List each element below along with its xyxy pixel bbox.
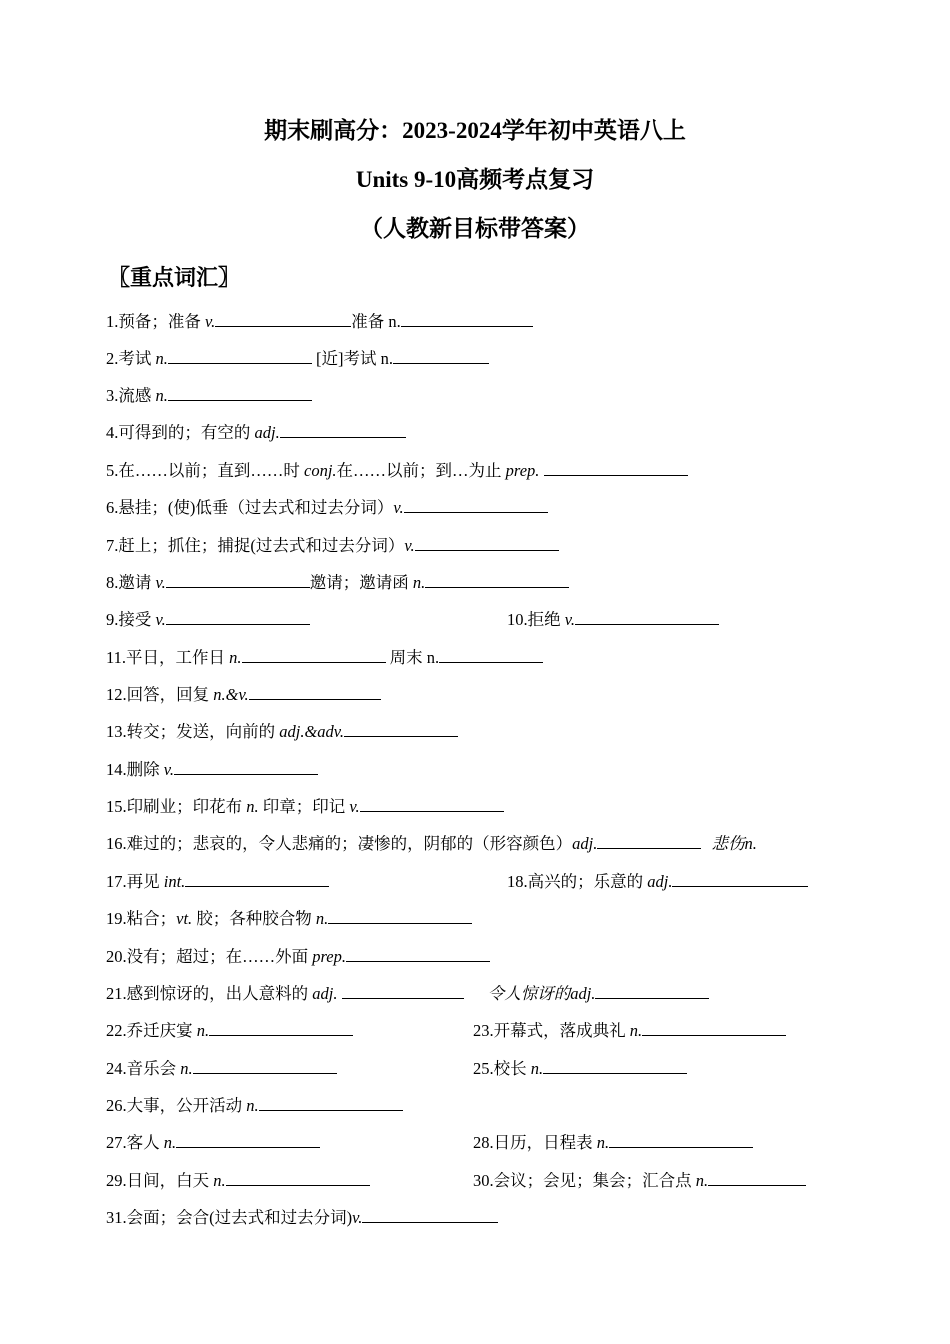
vocab-row: [0, 1091, 950, 1121]
vocab-item-15: 15.印刷业；印花布 n. 印章；印记 v.: [106, 792, 504, 822]
vocab-row: [0, 344, 950, 374]
answer-blank[interactable]: [344, 718, 458, 737]
vocab-row: [0, 643, 950, 673]
vocab-item-29: 29.日间，白天 n.: [106, 1166, 370, 1196]
answer-blank[interactable]: [595, 980, 709, 999]
vocab-row: [0, 1166, 950, 1196]
vocab-row: [0, 1128, 950, 1158]
vocab-row: [0, 979, 950, 1009]
answer-blank[interactable]: [328, 905, 472, 924]
vocab-item-18: 18.高兴的；乐意的 adj.: [507, 867, 808, 897]
vocab-row: [0, 493, 950, 523]
vocab-row: [0, 680, 950, 710]
vocab-item-2: 2.考试 n. [近]考试 n.: [106, 344, 489, 374]
answer-blank[interactable]: [425, 569, 569, 588]
answer-blank[interactable]: [544, 457, 688, 476]
answer-blank[interactable]: [543, 1055, 687, 1074]
answer-blank[interactable]: [166, 569, 310, 588]
answer-blank[interactable]: [360, 793, 504, 812]
vocab-row: [0, 418, 950, 448]
answer-blank[interactable]: [346, 943, 490, 962]
vocab-item-24: 24.音乐会 n.: [106, 1054, 337, 1084]
vocab-item-26: 26.大事，公开活动 n.: [106, 1091, 403, 1121]
answer-blank[interactable]: [168, 382, 312, 401]
vocab-item-6: 6.悬挂；(使)低垂（过去式和过去分词）v.: [106, 493, 548, 523]
vocab-item-25: 25.校长 n.: [473, 1054, 687, 1084]
vocab-item-4: 4.可得到的；有空的 adj.: [106, 418, 406, 448]
vocab-row: [0, 717, 950, 747]
vocab-item-5: 5.在……以前；直到……时 conj.在……以前；到…为止 prep.: [106, 456, 688, 486]
vocab-row: [0, 904, 950, 934]
vocab-row: [0, 1203, 950, 1233]
answer-blank[interactable]: [342, 980, 464, 999]
title-line-1: 期末刷高分：2023-2024学年初中英语八上: [264, 118, 686, 143]
vocab-item-23: 23.开幕式，落成典礼 n.: [473, 1016, 786, 1046]
answer-blank[interactable]: [597, 830, 701, 849]
answer-blank[interactable]: [166, 606, 310, 625]
vocab-item-27: 27.客人 n.: [106, 1128, 320, 1158]
answer-blank[interactable]: [672, 868, 808, 887]
vocab-item-10: 10.拒绝 v.: [507, 605, 719, 635]
vocab-row: [0, 605, 950, 635]
answer-blank[interactable]: [193, 1055, 337, 1074]
answer-blank[interactable]: [404, 494, 548, 513]
vocab-item-31: 31.会面；会合(过去式和过去分词)v.: [106, 1203, 498, 1233]
vocab-item-22: 22.乔迁庆宴 n.: [106, 1016, 353, 1046]
vocab-item-17: 17.再见 int.: [106, 867, 329, 897]
title-line-3: （人教新目标带答案）: [360, 216, 590, 241]
vocab-row: [0, 829, 950, 859]
vocab-row: [0, 1054, 950, 1084]
answer-blank[interactable]: [439, 644, 543, 663]
answer-blank[interactable]: [226, 1167, 370, 1186]
answer-blank[interactable]: [174, 756, 318, 775]
vocab-item-13: 13.转交；发送，向前的 adj.&adv.: [106, 717, 458, 747]
vocab-item-11: 11.平日，工作日 n. 周末 n.: [106, 643, 543, 673]
vocab-item-12: 12.回答，回复 n.&v.: [106, 680, 381, 710]
answer-blank[interactable]: [415, 532, 559, 551]
answer-blank[interactable]: [215, 308, 351, 327]
vocab-row: [0, 531, 950, 561]
answer-blank[interactable]: [280, 419, 406, 438]
vocab-item-9: 9.接受 v.: [106, 605, 310, 635]
vocab-row: [0, 381, 950, 411]
vocab-item-21: 21.感到惊讶的，出人意料的 adj. 令人惊讶的adj.: [106, 979, 709, 1009]
answer-blank[interactable]: [259, 1092, 403, 1111]
answer-blank[interactable]: [575, 606, 719, 625]
answer-blank[interactable]: [609, 1129, 753, 1148]
title-line-2: Units 9-10高频考点复习: [355, 167, 595, 192]
answer-blank[interactable]: [642, 1017, 786, 1036]
vocab-item-7: 7.赶上；抓住；捕捉(过去式和过去分词）v.: [106, 531, 559, 561]
vocab-item-3: 3.流感 n.: [106, 381, 312, 411]
vocab-row: [0, 307, 950, 337]
vocab-item-1: 1.预备；准备 v. 准备 n.: [106, 307, 533, 337]
answer-blank[interactable]: [168, 345, 312, 364]
vocab-item-14: 14.删除 v.: [106, 755, 318, 785]
vocab-item-30: 30.会议；会见；集会；汇合点 n.: [473, 1166, 806, 1196]
vocab-row: [0, 942, 950, 972]
answer-blank[interactable]: [176, 1129, 320, 1148]
answer-blank[interactable]: [185, 868, 329, 887]
vocab-item-28: 28.日历，日程表 n.: [473, 1128, 753, 1158]
vocab-row: [0, 456, 950, 486]
answer-blank[interactable]: [242, 644, 386, 663]
vocab-row: [0, 792, 950, 822]
answer-blank[interactable]: [708, 1167, 806, 1186]
vocab-row: [0, 755, 950, 785]
section-heading: 〖重点词汇〗: [108, 265, 241, 290]
vocab-row: [0, 568, 950, 598]
answer-blank[interactable]: [362, 1204, 498, 1223]
vocab-item-16: 16.难过的；悲哀的，令人悲痛的；凄惨的，阴郁的（形容颜色）adj. 悲伤n.: [106, 829, 757, 859]
vocab-item-8: 8.邀请 v. 邀请；邀请函 n.: [106, 568, 569, 598]
vocab-row: [0, 1016, 950, 1046]
answer-blank[interactable]: [209, 1017, 353, 1036]
vocab-row: [0, 867, 950, 897]
answer-blank[interactable]: [401, 308, 533, 327]
answer-blank[interactable]: [393, 345, 489, 364]
vocab-item-20: 20.没有；超过；在……外面 prep.: [106, 942, 490, 972]
vocab-item-19: 19.粘合；vt. 胶；各种胶合物 n.: [106, 904, 472, 934]
answer-blank[interactable]: [249, 681, 381, 700]
